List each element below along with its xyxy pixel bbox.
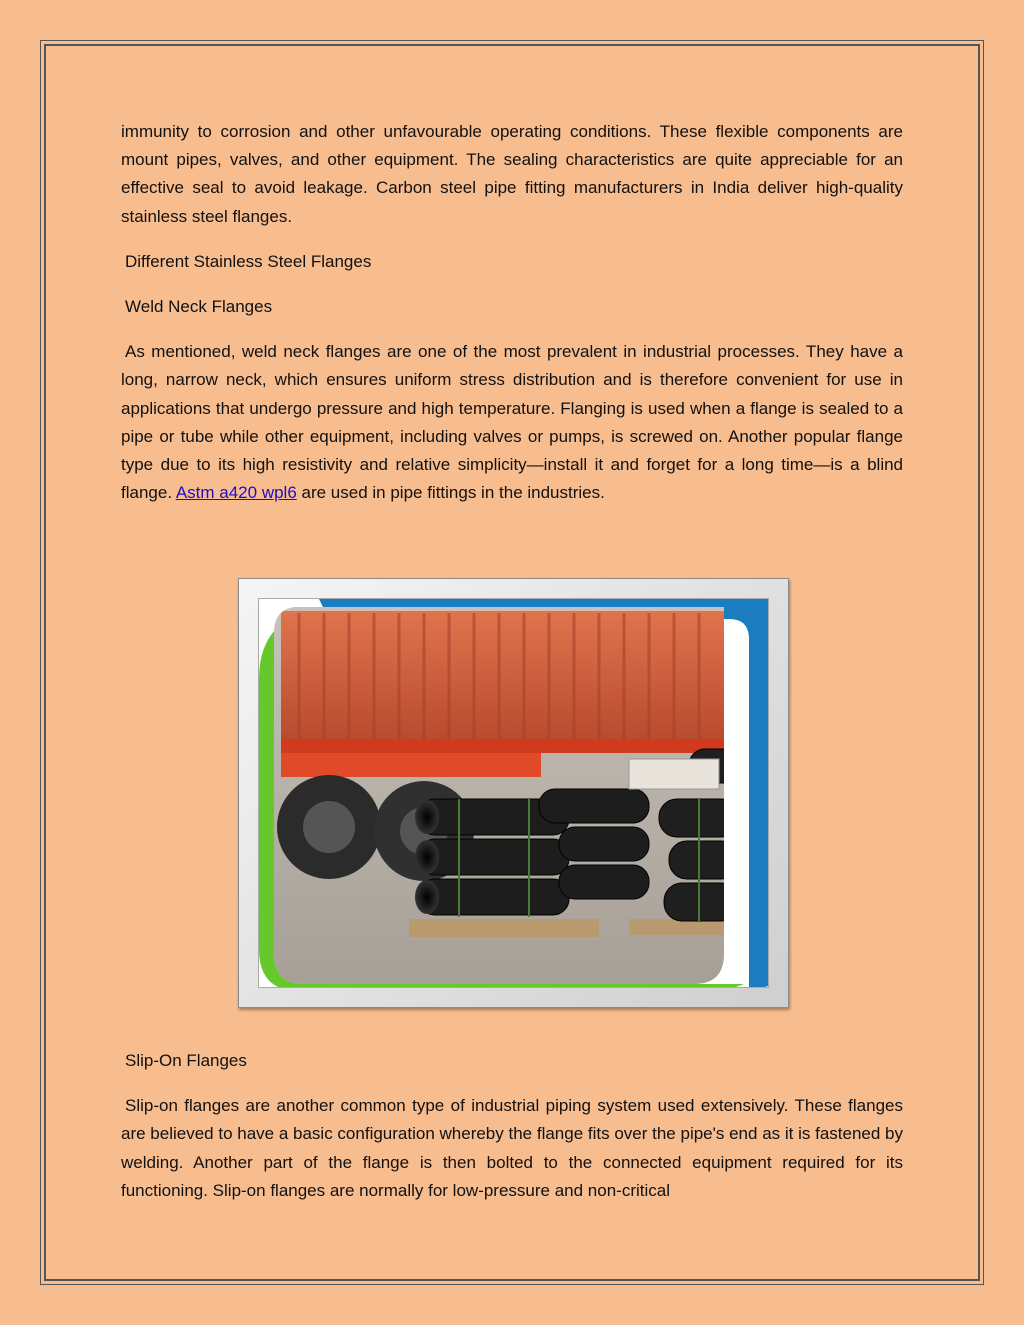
heading-slip-on: Slip-On Flanges (125, 1051, 247, 1070)
paragraph-weld-neck-tail: are used in pipe fittings in the industries. (296, 483, 605, 503)
heading-weld-neck: Weld Neck Flanges (125, 297, 273, 317)
photo-illustration (259, 599, 768, 987)
paragraph-weld-neck-text: As mentioned, weld neck flanges are one of the most prevalent in industrial processes. They have a long, narrow neck, which ensures uniform stress distribution and is therefore convenient for use in applications that undergo pressure and high temperature. Flanging is used when a flange is sealed to a pipe or tube while other equipment, including valves or pumps, is screwed on. Another popular flange type due to its high resistivity and relative simplicity—install it and forget for a long time—is a blind flange. (121, 342, 903, 503)
paragraph-weld-neck (121, 338, 903, 507)
document-body (121, 118, 903, 507)
photo-frame (238, 578, 789, 1008)
pipe-fittings-photo (258, 598, 769, 988)
paragraph-intro: immunity to corrosion and other unfavourable operating conditions. These flexible components are mount pipes, valves, and other equipment. The sealing characteristics are quite appreciable for an effective seal to avoid leakage. Carbon steel pipe fitting manufacturers in India deliver high-quality stainless steel flanges. (121, 122, 903, 226)
astm-link[interactable]: Astm a420 wpl6 (175, 483, 297, 503)
heading-stainless-flanges: Different Stainless Steel Flanges (125, 251, 372, 271)
paragraph-slip-on: Slip-on flanges are another common type of industrial piping system used extensively. These flanges are believed to have a basic configuration whereby the flange fits over the pipe's end as it is fastened by welding. Another part of the flange is then bolted to the connected equipment required for its functioning. Slip-on flanges are normally for low-pressure and non-critical (121, 1096, 903, 1200)
document-body-lower (121, 1047, 903, 1205)
